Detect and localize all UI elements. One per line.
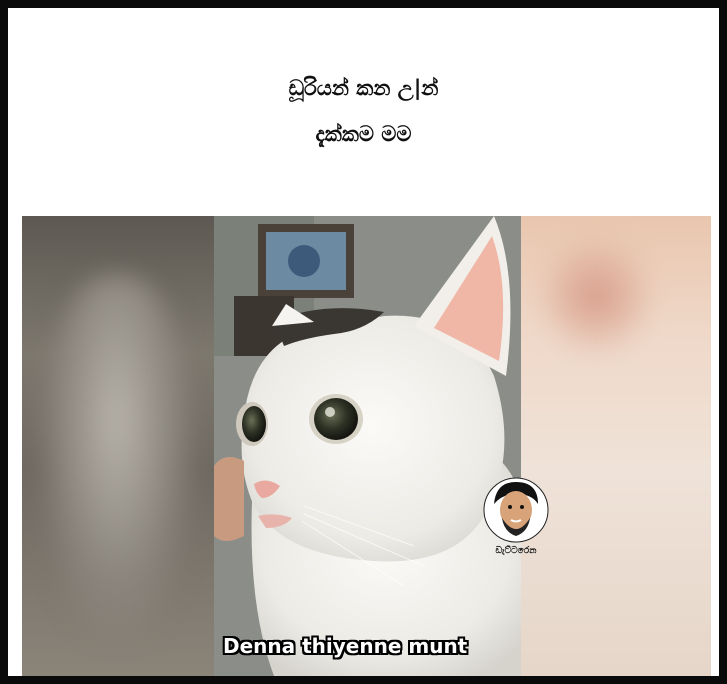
caption-line-2: දැක්කම මම: [315, 122, 412, 146]
meme-photo: [22, 216, 711, 676]
cat-eye-left: [242, 406, 266, 442]
meme-panel: [8, 8, 719, 676]
caption-line-1: ඩූරියන් කන උ|න්: [288, 76, 439, 100]
watermark-text: ඩැට්ටරෙන: [495, 546, 537, 556]
cat-illustration: [214, 216, 521, 676]
cat-eye-right: [314, 398, 358, 440]
blurred-right-edge: [521, 216, 711, 676]
blurred-left-edge: [22, 216, 214, 676]
person-hand: [214, 457, 244, 541]
meme-caption: [8, 8, 719, 214]
video-subtitle: Denna thiyenne munt: [223, 634, 468, 658]
watermark-logo: [480, 474, 552, 566]
cat-frame: [214, 216, 521, 676]
